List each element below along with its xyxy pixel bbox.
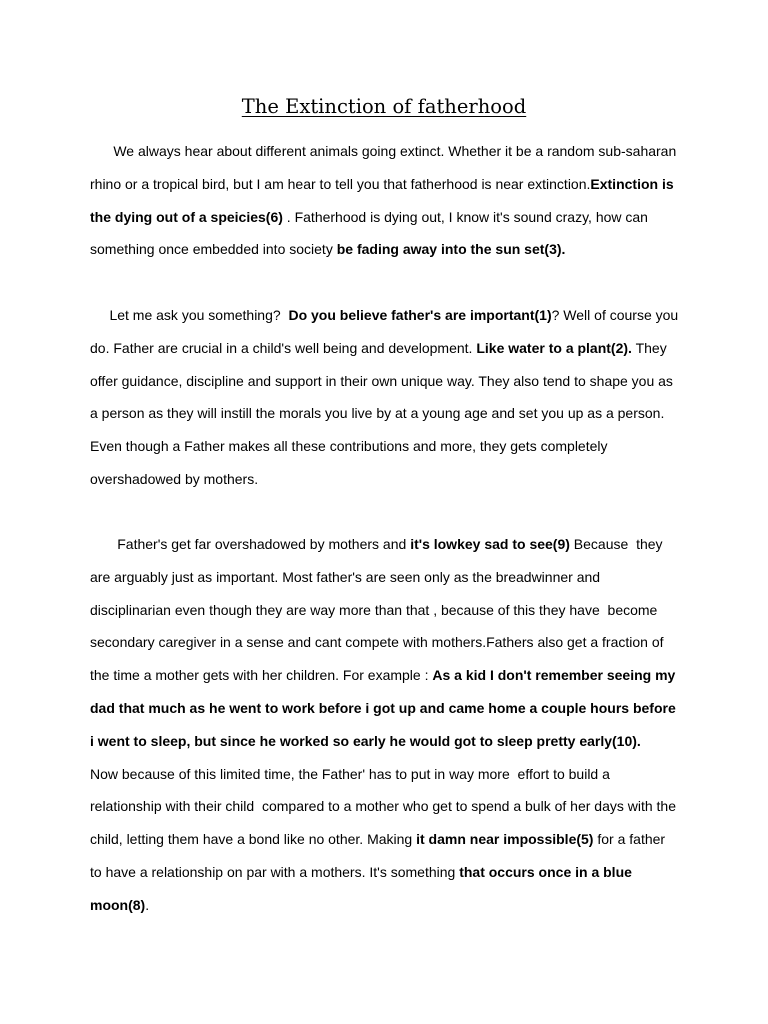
paragraph-2 (90, 299, 680, 496)
bold-text-segment: Like water to a plant(2). (476, 339, 632, 356)
text-segment: Now because of this limited time, the Father' has to put in way more effort to build a relationship with their child compared to a mother who get to spend a bulk of her days with the child, letting them have a bond like no other. Making (90, 732, 676, 848)
bold-text-segment: that occurs once in a blue moon(8) (90, 863, 632, 913)
text-segment: We always hear about different animals going extinct. Whether it be a random sub-saharan rhino or a tropical bird, but I am hear to tell you that fatherhood is near extinction. (90, 143, 677, 192)
text-segment: . (145, 896, 150, 913)
text-segment: They offer guidance, discipline and support in their own unique way. They also tend to shape you as a person as they will instill the morals you live by at a young age and set you up as a person. Even though a Father makes all these contributions and more, they gets completely overshadowed by mothers. (90, 339, 673, 487)
bold-text-segment: Do you believe father's are important(1) (288, 307, 552, 323)
bold-text-segment: it's lowkey sad to see(9) (410, 536, 570, 552)
paragraph-3 (90, 528, 680, 922)
text-segment: Father's get far overshadowed by mothers and (117, 536, 411, 552)
text-segment: . Fatherhood is dying out, I know it's sound crazy, how can something once embedded into society (90, 208, 648, 258)
paragraph-indent (90, 143, 113, 159)
text-segment: for a father to have a relationship on par with a mothers. It's something (90, 831, 666, 880)
paragraph-1 (90, 135, 680, 266)
text-segment: ? Well of course you do. Father are crucial in a child's well being and development. (90, 307, 679, 356)
bold-text-segment: As a kid I don't remember seeing my dad that much as he went to work before i got up and came home a couple hours before i went to sleep, but since he worked so early he would got to sleep pretty early(10). (90, 667, 676, 749)
text-segment: Let me ask you something? (109, 307, 289, 323)
bold-text-segment: be fading away into the sun set(3). (336, 241, 566, 258)
document-title: The Extinction of fatherhood (241, 95, 527, 118)
bold-text-segment: Extinction is the dying out of a speicies(6) (90, 175, 674, 225)
paragraph-indent (90, 307, 109, 323)
paragraph-indent (90, 536, 117, 552)
bold-text-segment: it damn near impossible(5) (416, 831, 594, 848)
text-segment: Because they are arguably just as important. Most father's are seen only as the breadwinner and disciplinarian even though they are way more than that , because of this they have become secondary caregiver in a sense and cant compete with mothers.Fathers also get a fraction of the time a mother gets with her children. For example : (90, 536, 664, 684)
